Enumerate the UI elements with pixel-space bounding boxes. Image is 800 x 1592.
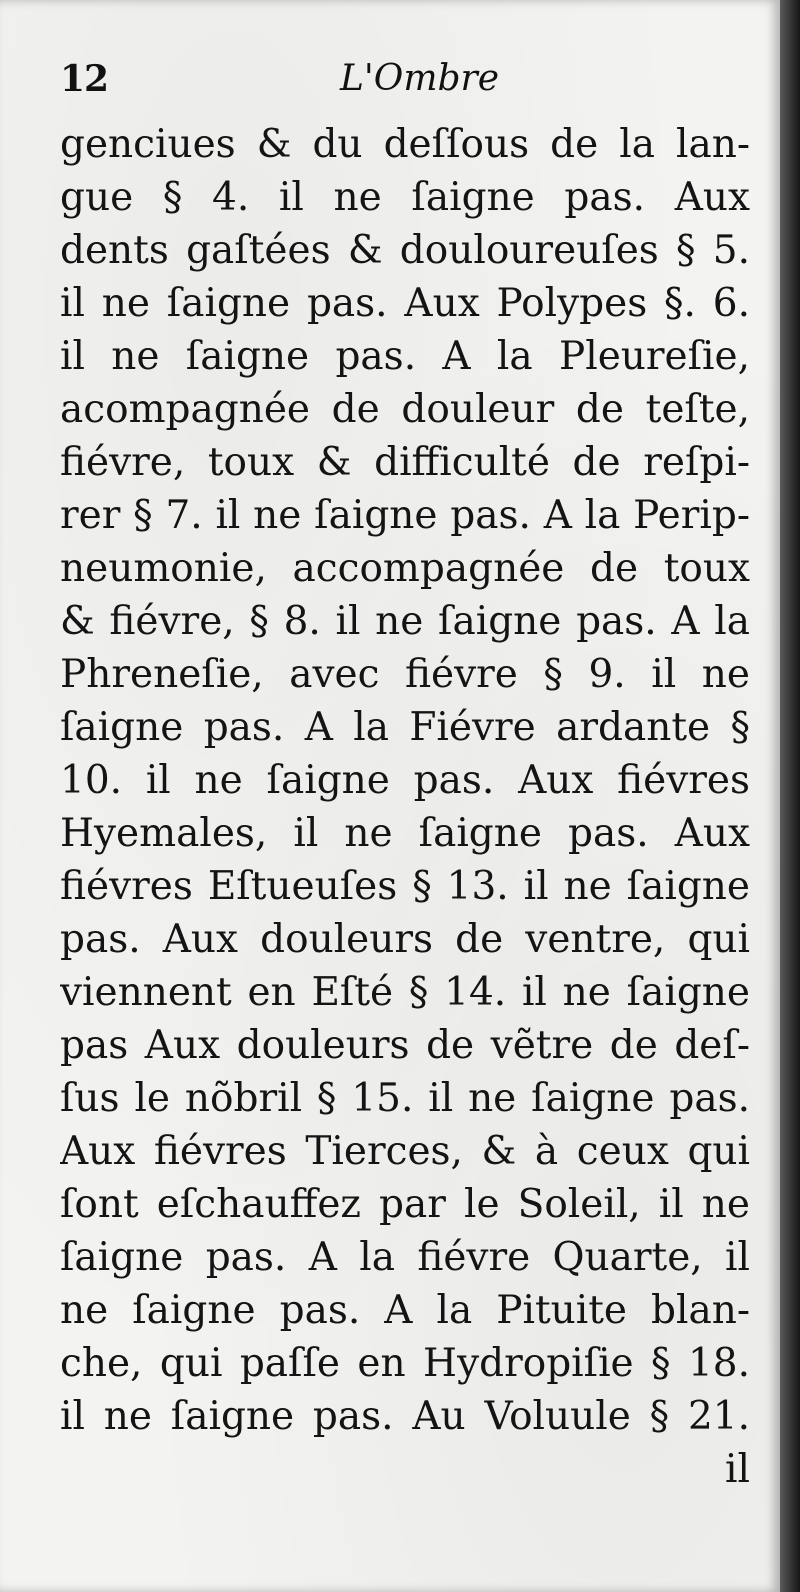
text-line: fiévre, toux & difficulté de reſpi- xyxy=(60,440,750,485)
running-title: L'Ombre xyxy=(340,58,500,99)
text-line: ne ſaigne pas. A la Pituite blan- xyxy=(60,1288,750,1333)
text-line: 10. il ne ſaigne pas. Aux fiévres xyxy=(60,758,750,803)
text-line: Phreneſie, avec fiévre § 9. il ne xyxy=(60,652,750,697)
text-line: ſaigne pas. A la Fiévre ardante § xyxy=(60,705,750,750)
text-line: neumonie, accompagnée de toux xyxy=(60,546,750,591)
text-line: il ne ſaigne pas. A la Pleureſie, xyxy=(60,334,750,379)
body-text xyxy=(60,118,750,1496)
text-line: ſus le nõbril § 15. il ne ſaigne pas. xyxy=(60,1076,750,1121)
text-line: Hyemales, il ne ſaigne pas. Aux xyxy=(60,811,750,856)
page-number: 12 xyxy=(60,58,109,100)
text-line: il ne ſaigne pas. Au Voluule § 21. xyxy=(60,1394,750,1439)
text-line: gue § 4. il ne ſaigne pas. Aux xyxy=(60,175,750,220)
page-header xyxy=(60,58,740,118)
text-line: che, qui paſſe en Hydropiſie § 18. xyxy=(60,1341,750,1386)
text-line: & fiévre, § 8. il ne ſaigne pas. A la xyxy=(60,599,750,644)
text-line: dents gaſtées & douloureuſes § 5. xyxy=(60,228,750,273)
text-line: Aux fiévres Tierces, & à ceux qui xyxy=(60,1129,750,1174)
text-line: fiévres Eſtueuſes § 13. il ne ſaigne xyxy=(60,864,750,909)
text-line: genciues & du deſſous de la lan- xyxy=(60,122,750,167)
book-gutter-shadow xyxy=(780,0,800,1592)
text-line: pas. Aux douleurs de ventre, qui xyxy=(60,917,750,962)
catchword: il xyxy=(725,1447,750,1492)
text-line: pas Aux douleurs de vẽtre de deſ- xyxy=(60,1023,750,1068)
text-line: ſaigne pas. A la fiévre Quarte, il xyxy=(60,1235,750,1280)
text-line: il ne ſaigne pas. Aux Polypes §. 6. xyxy=(60,281,750,326)
text-line: viennent en Eſté § 14. il ne ſaigne xyxy=(60,970,750,1015)
text-line: acompagnée de douleur de teſte, xyxy=(60,387,750,432)
text-line: ſont eſchauffez par le Soleil, il ne xyxy=(60,1182,750,1227)
text-line: rer § 7. il ne ſaigne pas. A la Perip- xyxy=(60,493,750,538)
